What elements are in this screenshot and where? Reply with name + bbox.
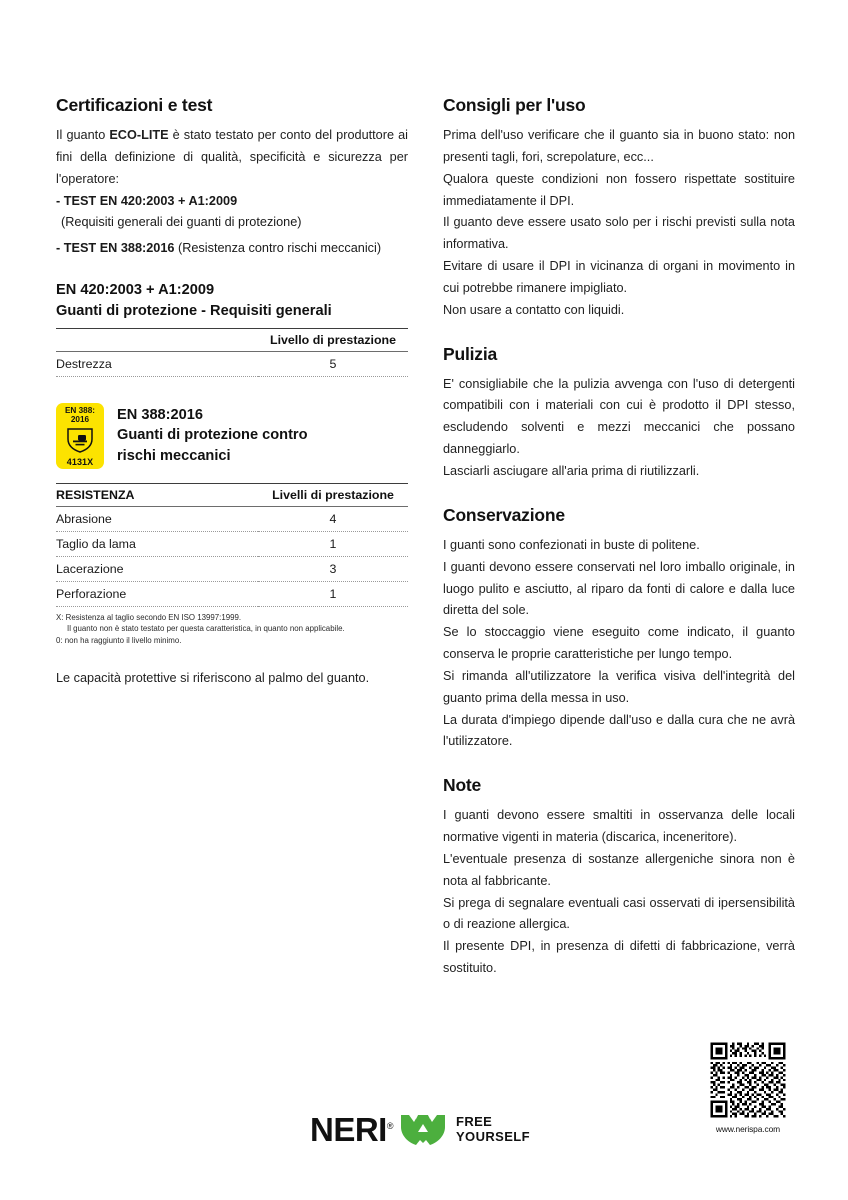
test-en420-description: (Requisiti generali dei guanti di protezione)	[61, 215, 302, 230]
conservazione-paragraph: Se lo stoccaggio viene eseguito come indicato, il guanto conserva le proprie caratteristiche per lungo tempo.	[443, 625, 795, 662]
note-section	[443, 775, 795, 980]
consigli-paragraph: Evitare di usare il DPI in vicinanza di organi in movimento in cui potrebbe rimanere impigliato.	[443, 259, 795, 295]
en388-heading-line1: EN 388:2016	[117, 406, 204, 423]
note-paragraph: Il presente DPI, in presenza di difetti di fabbricazione, verrà sostituito.	[443, 939, 795, 976]
table-row	[56, 351, 408, 376]
badge-performance-code: 4131X	[66, 456, 94, 467]
intro-text-before: Il guanto	[56, 128, 110, 142]
qr-caption: www.nerispa.com	[715, 1124, 781, 1134]
en388-heading-block	[56, 403, 408, 469]
consigli-title: Consigli per l'uso	[443, 95, 586, 115]
neri-wordmark	[310, 1110, 393, 1148]
en388-col-label: RESISTENZA	[56, 483, 258, 506]
table-row	[56, 506, 408, 531]
table-row	[56, 531, 408, 556]
test-en420-label: - TEST EN 420:2003 + A1:2009	[56, 193, 238, 208]
tagline-line1: FREE	[455, 1113, 493, 1129]
footnote-x-detail: Il guanto non è stato testato per questa caratteristica, in quanto non applicabile.	[67, 624, 345, 634]
footnote-zero: 0: non ha raggiunto il livello minimo.	[56, 635, 182, 645]
neri-logo	[310, 1112, 530, 1146]
en388-row-value: 1	[258, 531, 408, 556]
consigli-paragraph: Non usare a contatto con liquidi.	[443, 302, 625, 317]
en388-row-label: Taglio da lama	[56, 531, 258, 556]
tagline-line2: YOURSELF	[455, 1129, 530, 1144]
en388-pictogram-badge	[56, 403, 104, 469]
en420-col-label	[56, 328, 258, 351]
test-item-en420	[56, 191, 408, 212]
conservazione-section	[443, 505, 795, 753]
en388-heading-line2: Guanti di protezione contro	[117, 427, 308, 444]
footnote-x: X: Resistenza al taglio secondo EN ISO 13997:1999.	[56, 612, 242, 622]
certificazioni-title: Certificazioni e test	[56, 95, 213, 115]
conservazione-paragraph: Si rimanda all'utilizzatore la verifica visiva dell'integrità del guanto prima della messa in uso.	[443, 668, 795, 705]
en388-row-value: 4	[258, 506, 408, 531]
note-paragraph: L'eventuale presenza di sostanze allergeniche sinora non è nota al fabbricante.	[443, 851, 795, 888]
note-paragraph: I guanti devono essere smaltiti in osservanza delle locali normative vigenti in materia (discarica, inceneritore).	[443, 808, 795, 845]
mechanical-hazard-shield-icon	[65, 427, 95, 453]
neri-butterfly-mark-icon	[400, 1112, 446, 1146]
en388-row-label: Perforazione	[56, 581, 258, 606]
test-en388-label: - TEST EN 388:2016	[56, 240, 175, 255]
qr-block	[705, 1040, 791, 1134]
table-row	[56, 556, 408, 581]
neri-tagline	[456, 1114, 530, 1144]
right-column	[443, 95, 795, 980]
note-paragraph: Si prega di segnalare eventuali casi osservati di ipersensibilità o di reazione allergica.	[443, 895, 795, 932]
en388-footnotes	[56, 612, 408, 646]
test-item-en388	[56, 238, 408, 259]
consigli-paragraph: Il guanto deve essere usato solo per i rischi previsti sulla nota informativa.	[443, 215, 795, 252]
en388-heading-text	[117, 403, 308, 467]
note-title: Note	[443, 775, 482, 796]
en388-col-value: Livelli di prestazione	[258, 483, 408, 506]
conservazione-paragraph: I guanti sono confezionati in buste di politene.	[443, 537, 700, 552]
table-header-row	[56, 483, 408, 506]
consigli-section	[443, 95, 795, 322]
en420-col-value: Livello di prestazione	[258, 328, 408, 351]
certificazioni-intro	[56, 125, 408, 191]
registered-trademark-icon: ®	[386, 1120, 393, 1131]
consigli-paragraph: Prima dell'uso verificare che il guanto sia in buono stato: non presenti tagli, fori, screpolature, ecc...	[443, 128, 795, 164]
en388-row-label: Abrasione	[56, 506, 258, 531]
product-name: ECO-LITE	[109, 128, 169, 142]
neri-brand-text: NERI	[310, 1110, 387, 1148]
pulizia-paragraph: Lasciarli asciugare all'aria prima di riutilizzarli.	[443, 463, 700, 478]
en420-heading-line2: Guanti di protezione - Requisiti generali	[56, 302, 332, 319]
en388-row-label: Lacerazione	[56, 556, 258, 581]
intro-text-after: è stato testato per conto del produttore ai fini della definizione di qualità, specificità e sicurezza per l'operatore:	[56, 128, 408, 186]
certificazioni-section	[56, 95, 408, 258]
table-header-row	[56, 328, 408, 351]
test-en388-description: (Resistenza contro rischi meccanici)	[174, 240, 382, 255]
conservazione-paragraph: La durata d'impiego dipende dall'uso e dalla cura che ne avrà l'utilizzatore.	[443, 712, 795, 749]
table-row	[56, 581, 408, 606]
pulizia-title: Pulizia	[443, 343, 498, 364]
left-column	[56, 95, 408, 688]
badge-standard-line1: EN 388:	[64, 405, 96, 415]
conservazione-paragraph: I guanti devono essere conservati nel loro imballo originale, in luogo pulito e asciutto, al riparo da fonti di calore e dalla luce diretta del sole.	[443, 559, 795, 618]
en420-performance-table	[56, 328, 408, 377]
pulizia-section	[443, 344, 795, 483]
qr-code-icon[interactable]	[708, 1040, 788, 1120]
en388-performance-table	[56, 483, 408, 607]
consigli-paragraph: Qualora queste condizioni non fossero rispettate sostituire immediatamente il DPI.	[443, 171, 795, 208]
en420-heading	[56, 280, 408, 321]
en420-row-value: 5	[258, 351, 408, 376]
en388-row-value: 3	[258, 556, 408, 581]
badge-standard-text	[65, 406, 95, 424]
badge-standard-line2: 2016	[70, 414, 90, 424]
en388-row-value: 1	[258, 581, 408, 606]
en420-row-label: Destrezza	[56, 351, 258, 376]
en388-heading-line3: rischi meccanici	[117, 448, 231, 465]
en420-heading-line1: EN 420:2003 + A1:2009	[56, 282, 215, 299]
conservazione-title: Conservazione	[443, 504, 565, 525]
pulizia-paragraph: E' consigliabile che la pulizia avvenga con l'uso di detergenti compatibili con i materiali con cui è prodotto il DPI stesso, escludendo solventi e mezzi meccanici che possano danneggiarlo.	[443, 376, 795, 457]
test-list	[56, 191, 408, 259]
protective-capacity-note: Le capacità protettive si riferiscono al palmo del guanto.	[56, 671, 370, 686]
